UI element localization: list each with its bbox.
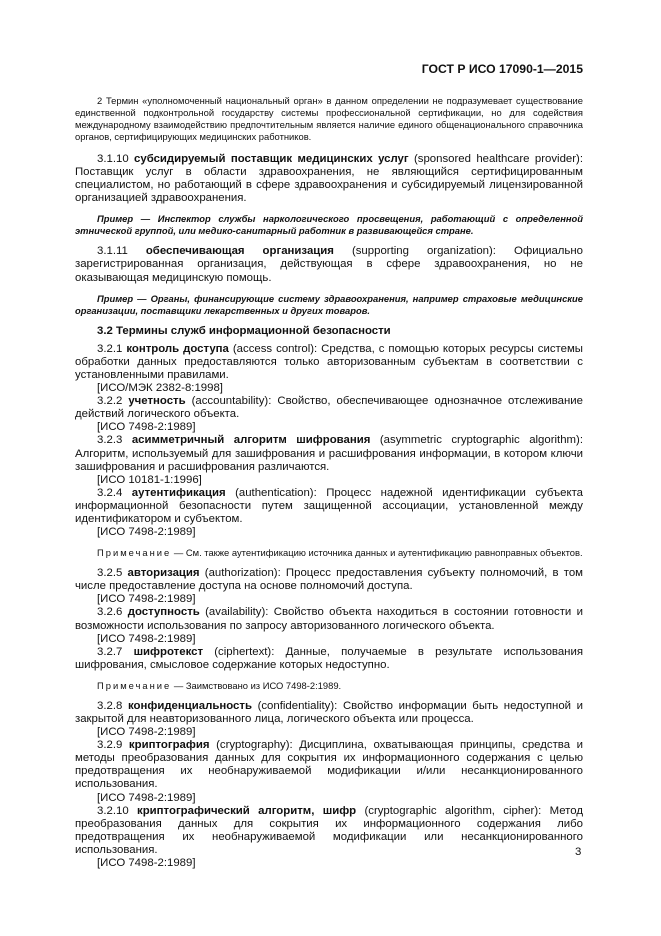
term-name: обеспечивающая организация (145, 245, 334, 258)
term-number: 3.2.4 (97, 486, 123, 499)
term-number: 3.2.1 (97, 342, 123, 355)
term-definition: (asymmetric cryptographic algorithm): Алгоритм, используемый для зашифрования и расшифрования информации, в котором ключи зашифрования и расшифрования различаются. (75, 434, 583, 473)
page-content (75, 62, 583, 870)
note-label: Примечание (97, 679, 172, 691)
example-2: Пример — Органы, финансирующие систему здравоохранения, например страховые медицинские организации, поставщики лекарственных и других товаров. (75, 292, 583, 316)
term-name: криптографический алгоритм, шифр (137, 804, 357, 817)
term-name: субсидируемый поставщик медицинских услуг (134, 153, 409, 165)
term-3-2-2 (75, 395, 583, 421)
term-number: 3.2.10 (97, 804, 129, 817)
term-definition: (cryptographic algorithm, cipher): Метод преобразования данных для сокрытия их информационного содержания либо предотвращения их необнаруживаемой модификации или несанкционированного использования. (75, 804, 584, 856)
term-name: асимметричный алгоритм шифрования (131, 434, 371, 447)
term-3-2-3 (75, 434, 583, 473)
term-reference: [ИСО 10181-1:1996] (97, 473, 202, 486)
term-3-2-1 (75, 343, 583, 382)
page-number: 3 (575, 846, 582, 858)
term-number: 3.2.8 (97, 699, 123, 712)
term-3-2-4 (75, 487, 583, 526)
section-heading-3-2: 3.2 Термины служб информационной безопасности (97, 324, 391, 337)
term-reference: [ИСО 7498-2:1989] (97, 421, 196, 434)
term-definition: (access control): Средства, с помощью которых ресурсы системы обработки данных предоставляются только авторизованным субъектам в соответствии с установленными правилами. (75, 342, 583, 381)
term-definition: (ciphertext): Данные, получаемые в результате использования шифрования, смысловое содержание которых недоступно. (75, 645, 583, 671)
term-definition: (authorization): Процесс предоставления субъекту полномочий, в том числе предоставление доступа на основе полномочий доступа. (75, 567, 583, 593)
term-definition: (supporting organization): Официально зарегистрированная организация, действующая в сфере здравоохранения, но не оказывающая медицинскую помощь. (75, 245, 583, 284)
term-3-2-9 (75, 739, 583, 791)
term-reference: [ИСО 7498-2:1989] (97, 526, 196, 539)
note-text: — См. также аутентификацию источника данных и аутентификацию равноправных объектов. (171, 547, 583, 559)
term-3-2-6 (75, 606, 583, 632)
term-definition: (sponsored healthcare provider): Поставщик услуг в области здравоохранения, не являющийся сертифицированным специалистом, но работающий в сфере здравоохранения и субсидируемый лицензированной организацией здравоохранения. (75, 153, 583, 205)
term-number: 3.2.2 (97, 395, 123, 408)
term-definition: (cryptography): Дисциплина, охватывающая принципы, средства и методы преобразования данных для сокрытия их информационного содержания с целью предотвращения их необнаруживаемой модификации и/или несанкционированного использования. (75, 739, 583, 791)
term-name: контроль доступа (126, 342, 229, 355)
term-name: шифротекст (133, 645, 204, 658)
term-number: 3.2.3 (97, 434, 123, 447)
term-3-2-5 (75, 567, 583, 593)
term-definition: (availability): Свойство объекта находиться в состоянии готовности и возможности использования по запросу авторизованного логического объекта. (75, 606, 583, 632)
term-reference: [ИСО 7498-2:1989] (97, 593, 196, 606)
note-3-2-7 (75, 680, 583, 692)
term-reference: [ИСО 7498-2:1989] (97, 791, 196, 804)
term-name: криптография (128, 739, 210, 752)
term-3-2-10 (75, 805, 583, 857)
term-number: 3.2.5 (97, 567, 123, 580)
term-reference: [ИСО/МЭК 2382-8:1998] (97, 382, 223, 395)
term-number: 3.1.10 (97, 153, 129, 165)
term-number: 3.1.11 (97, 245, 128, 258)
term-3-1-10 (75, 153, 583, 205)
term-reference: [ИСО 7498-2:1989] (97, 726, 196, 739)
document-header: ГОСТ Р ИСО 17090-1—2015 (421, 62, 583, 76)
term-number: 3.2.9 (97, 739, 123, 752)
term-definition: (accountability): Свойство, обеспечивающее однозначное отслеживание действий логического объекта. (75, 395, 583, 421)
example-1: Пример — Инспектор службы наркологического просвещения, работающий с определенной этнической группой, или медико-санитарный работник в развивающейся стране. (75, 213, 583, 237)
term-definition: (confidentiality): Свойство информации быть недоступной и закрытой для неавторизованного лица, логического объекта или процесса. (75, 699, 584, 725)
note-label: Примечание (97, 547, 172, 559)
note-3-2-4 (75, 547, 583, 559)
term-3-2-8 (75, 700, 583, 726)
note-2: 2 Термин «уполномоченный национальный орган» в данном определении не подразумевает существование единственной подконтрольной государству системы профессиональной сертификации, но для содействия международному взаимодействию предпочтительным является наличие единого общенационального справочника органов, сертифицирующих медицинских работников. (75, 95, 583, 142)
term-name: аутентификация (131, 486, 226, 499)
term-reference: [ИСО 7498-2:1989] (97, 632, 196, 645)
term-3-1-11 (75, 245, 583, 284)
term-name: конфиденциальность (127, 699, 252, 712)
term-definition: (authentication): Процесс надежной идентификации субъекта информационной безопасности путем защищенной ассоциации, установленной между идентификатором и субъектом. (75, 486, 583, 525)
term-name: доступность (127, 606, 200, 619)
term-number: 3.2.6 (97, 606, 123, 619)
term-reference: [ИСО 7498-2:1989] (97, 857, 196, 870)
term-name: авторизация (127, 567, 200, 580)
term-name: учетность (128, 395, 186, 408)
term-number: 3.2.7 (97, 645, 123, 658)
note-text: — Заимствовано из ИСО 7498-2:1989. (171, 679, 342, 691)
term-3-2-7 (75, 646, 583, 672)
